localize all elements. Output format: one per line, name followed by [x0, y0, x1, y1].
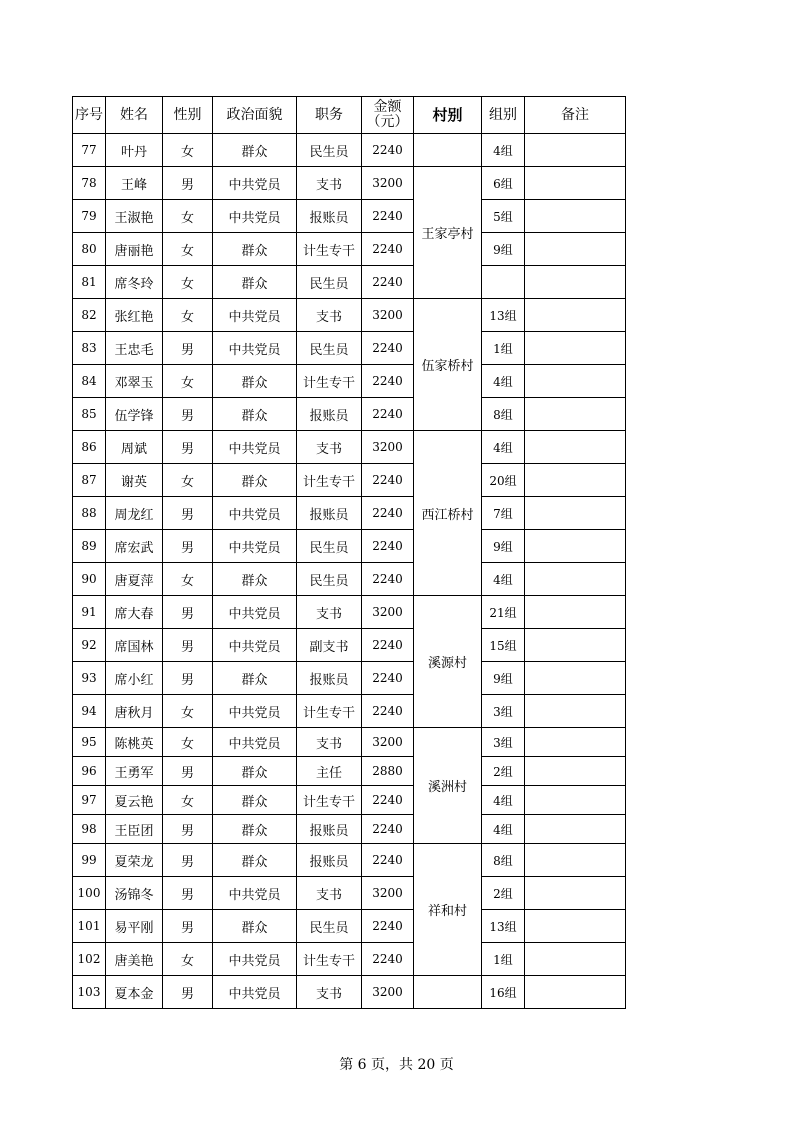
table-row: [73, 563, 626, 596]
politics-cell: 中共党员: [213, 497, 297, 530]
seq-cell: 81: [73, 266, 106, 299]
position-cell: 报账员: [297, 662, 362, 695]
group-cell: 9组: [482, 233, 525, 266]
name-cell: 席大春: [106, 596, 163, 629]
gender-cell: 女: [163, 728, 213, 757]
gender-cell: 女: [163, 266, 213, 299]
position-cell: 民生员: [297, 134, 362, 167]
politics-cell: 中共党员: [213, 877, 297, 910]
seq-cell: 90: [73, 563, 106, 596]
politics-cell: 中共党员: [213, 200, 297, 233]
position-cell: 报账员: [297, 398, 362, 431]
header-remark: 备注: [525, 97, 626, 134]
seq-cell: 78: [73, 167, 106, 200]
remark-cell: [525, 233, 626, 266]
village-cell: [414, 134, 482, 167]
name-cell: 夏荣龙: [106, 844, 163, 877]
group-cell: 21组: [482, 596, 525, 629]
header-politics: 政治面貌: [213, 97, 297, 134]
group-cell: 7组: [482, 497, 525, 530]
seq-cell: 103: [73, 976, 106, 1009]
politics-cell: 中共党员: [213, 629, 297, 662]
table-row: [73, 398, 626, 431]
position-cell: 支书: [297, 299, 362, 332]
personnel-table: [72, 96, 626, 1009]
remark-cell: [525, 815, 626, 844]
politics-cell: 群众: [213, 464, 297, 497]
politics-cell: 中共党员: [213, 976, 297, 1009]
group-cell: 13组: [482, 910, 525, 943]
name-cell: 叶丹: [106, 134, 163, 167]
header-gender: 性别: [163, 97, 213, 134]
name-cell: 谢英: [106, 464, 163, 497]
group-cell: 3组: [482, 695, 525, 728]
header-row: [73, 97, 626, 134]
group-cell: 4组: [482, 786, 525, 815]
amount-cell: 2240: [362, 398, 414, 431]
gender-cell: 男: [163, 530, 213, 563]
position-cell: 支书: [297, 431, 362, 464]
politics-cell: 中共党员: [213, 728, 297, 757]
position-cell: 计生专干: [297, 943, 362, 976]
gender-cell: 男: [163, 757, 213, 786]
politics-cell: 中共党员: [213, 943, 297, 976]
seq-cell: 94: [73, 695, 106, 728]
amount-cell: 2240: [362, 844, 414, 877]
remark-cell: [525, 266, 626, 299]
politics-cell: 群众: [213, 844, 297, 877]
seq-cell: 99: [73, 844, 106, 877]
amount-cell: 2240: [362, 365, 414, 398]
politics-cell: 中共党员: [213, 596, 297, 629]
table-row: [73, 757, 626, 786]
gender-cell: 女: [163, 695, 213, 728]
amount-cell: 2240: [362, 629, 414, 662]
amount-cell: 2240: [362, 134, 414, 167]
gender-cell: 男: [163, 976, 213, 1009]
table-row: [73, 844, 626, 877]
group-cell: 3组: [482, 728, 525, 757]
amount-cell: 2240: [362, 464, 414, 497]
name-cell: 夏云艳: [106, 786, 163, 815]
position-cell: 民生员: [297, 530, 362, 563]
remark-cell: [525, 167, 626, 200]
group-cell: 9组: [482, 662, 525, 695]
table-row: [73, 134, 626, 167]
name-cell: 席宏武: [106, 530, 163, 563]
remark-cell: [525, 464, 626, 497]
position-cell: 报账员: [297, 497, 362, 530]
amount-cell: 2240: [362, 530, 414, 563]
remark-cell: [525, 695, 626, 728]
politics-cell: 群众: [213, 266, 297, 299]
gender-cell: 女: [163, 134, 213, 167]
amount-cell: 3200: [362, 877, 414, 910]
seq-cell: 83: [73, 332, 106, 365]
name-cell: 唐秋月: [106, 695, 163, 728]
remark-cell: [525, 563, 626, 596]
remark-cell: [525, 200, 626, 233]
name-cell: 席国林: [106, 629, 163, 662]
name-cell: 王勇军: [106, 757, 163, 786]
position-cell: 支书: [297, 976, 362, 1009]
amount-cell: 2240: [362, 233, 414, 266]
group-cell: 15组: [482, 629, 525, 662]
amount-cell: 2240: [362, 662, 414, 695]
gender-cell: 女: [163, 943, 213, 976]
seq-cell: 86: [73, 431, 106, 464]
table-row: [73, 497, 626, 530]
village-cell: [414, 976, 482, 1009]
politics-cell: 群众: [213, 233, 297, 266]
gender-cell: 女: [163, 200, 213, 233]
amount-cell: 2240: [362, 910, 414, 943]
table-row: [73, 728, 626, 757]
name-cell: 周龙红: [106, 497, 163, 530]
name-cell: 王忠毛: [106, 332, 163, 365]
remark-cell: [525, 728, 626, 757]
remark-cell: [525, 530, 626, 563]
politics-cell: 中共党员: [213, 431, 297, 464]
remark-cell: [525, 844, 626, 877]
group-cell: 4组: [482, 563, 525, 596]
seq-cell: 101: [73, 910, 106, 943]
seq-cell: 82: [73, 299, 106, 332]
remark-cell: [525, 332, 626, 365]
amount-cell: 3200: [362, 728, 414, 757]
amount-cell: 3200: [362, 167, 414, 200]
group-cell: 4组: [482, 134, 525, 167]
name-cell: 夏本金: [106, 976, 163, 1009]
remark-cell: [525, 976, 626, 1009]
gender-cell: 男: [163, 662, 213, 695]
position-cell: 民生员: [297, 332, 362, 365]
position-cell: 民生员: [297, 910, 362, 943]
remark-cell: [525, 877, 626, 910]
gender-cell: 男: [163, 596, 213, 629]
table-row: [73, 266, 626, 299]
remark-cell: [525, 629, 626, 662]
gender-cell: 女: [163, 464, 213, 497]
seq-cell: 96: [73, 757, 106, 786]
position-cell: 支书: [297, 877, 362, 910]
amount-cell: 2240: [362, 695, 414, 728]
name-cell: 唐夏萍: [106, 563, 163, 596]
name-cell: 王淑艳: [106, 200, 163, 233]
name-cell: 唐丽艳: [106, 233, 163, 266]
remark-cell: [525, 365, 626, 398]
seq-cell: 92: [73, 629, 106, 662]
gender-cell: 女: [163, 786, 213, 815]
name-cell: 席小红: [106, 662, 163, 695]
politics-cell: 群众: [213, 563, 297, 596]
group-cell: 9组: [482, 530, 525, 563]
position-cell: 计生专干: [297, 464, 362, 497]
position-cell: 支书: [297, 728, 362, 757]
gender-cell: 男: [163, 910, 213, 943]
group-cell: 8组: [482, 844, 525, 877]
gender-cell: 男: [163, 332, 213, 365]
group-cell: 8组: [482, 398, 525, 431]
village-cell: 西江桥村: [414, 431, 482, 596]
name-cell: 王峰: [106, 167, 163, 200]
group-cell: 4组: [482, 431, 525, 464]
seq-cell: 79: [73, 200, 106, 233]
table-row: [73, 233, 626, 266]
amount-cell: 2240: [362, 786, 414, 815]
remark-cell: [525, 910, 626, 943]
table-row: [73, 596, 626, 629]
table-row: [73, 877, 626, 910]
remark-cell: [525, 596, 626, 629]
group-cell: 5组: [482, 200, 525, 233]
amount-cell: 2240: [362, 943, 414, 976]
table-row: [73, 662, 626, 695]
seq-cell: 100: [73, 877, 106, 910]
group-cell: 20组: [482, 464, 525, 497]
remark-cell: [525, 662, 626, 695]
table-row: [73, 629, 626, 662]
politics-cell: 中共党员: [213, 530, 297, 563]
name-cell: 张红艳: [106, 299, 163, 332]
table-row: [73, 943, 626, 976]
table-row: [73, 464, 626, 497]
amount-cell: 2240: [362, 332, 414, 365]
amount-cell: 2240: [362, 200, 414, 233]
table-row: [73, 695, 626, 728]
amount-cell: 2240: [362, 497, 414, 530]
remark-cell: [525, 786, 626, 815]
politics-cell: 群众: [213, 134, 297, 167]
amount-cell: 3200: [362, 976, 414, 1009]
seq-cell: 88: [73, 497, 106, 530]
village-cell: 王家亭村: [414, 167, 482, 299]
header-name: 姓名: [106, 97, 163, 134]
politics-cell: 中共党员: [213, 695, 297, 728]
name-cell: 唐美艳: [106, 943, 163, 976]
village-cell: 伍家桥村: [414, 299, 482, 431]
table-row: [73, 976, 626, 1009]
gender-cell: 女: [163, 233, 213, 266]
name-cell: 陈桃英: [106, 728, 163, 757]
remark-cell: [525, 299, 626, 332]
table-row: [73, 365, 626, 398]
gender-cell: 男: [163, 815, 213, 844]
remark-cell: [525, 497, 626, 530]
gender-cell: 女: [163, 563, 213, 596]
header-position: 职务: [297, 97, 362, 134]
amount-cell: 2880: [362, 757, 414, 786]
gender-cell: 男: [163, 629, 213, 662]
table-row: [73, 332, 626, 365]
position-cell: 支书: [297, 167, 362, 200]
gender-cell: 男: [163, 877, 213, 910]
position-cell: 民生员: [297, 266, 362, 299]
group-cell: 1组: [482, 943, 525, 976]
position-cell: 主任: [297, 757, 362, 786]
remark-cell: [525, 431, 626, 464]
gender-cell: 男: [163, 398, 213, 431]
group-cell: 6组: [482, 167, 525, 200]
seq-cell: 97: [73, 786, 106, 815]
politics-cell: 群众: [213, 786, 297, 815]
seq-cell: 84: [73, 365, 106, 398]
remark-cell: [525, 943, 626, 976]
group-cell: 2组: [482, 877, 525, 910]
position-cell: 副支书: [297, 629, 362, 662]
seq-cell: 98: [73, 815, 106, 844]
amount-cell: 2240: [362, 815, 414, 844]
group-cell: 4组: [482, 815, 525, 844]
group-cell: 4组: [482, 365, 525, 398]
group-cell: 1组: [482, 332, 525, 365]
name-cell: 易平刚: [106, 910, 163, 943]
seq-cell: 87: [73, 464, 106, 497]
name-cell: 邓翠玉: [106, 365, 163, 398]
seq-cell: 80: [73, 233, 106, 266]
amount-cell: 2240: [362, 266, 414, 299]
gender-cell: 女: [163, 365, 213, 398]
position-cell: 报账员: [297, 815, 362, 844]
village-cell: 祥和村: [414, 844, 482, 976]
politics-cell: 中共党员: [213, 332, 297, 365]
village-cell: 溪源村: [414, 596, 482, 728]
gender-cell: 男: [163, 497, 213, 530]
group-cell: 2组: [482, 757, 525, 786]
header-seq: 序号: [73, 97, 106, 134]
group-cell: 13组: [482, 299, 525, 332]
gender-cell: 女: [163, 299, 213, 332]
table-row: [73, 910, 626, 943]
seq-cell: 91: [73, 596, 106, 629]
table-row: [73, 167, 626, 200]
table-row: [73, 530, 626, 563]
amount-cell: 3200: [362, 431, 414, 464]
amount-cell: 3200: [362, 299, 414, 332]
position-cell: 计生专干: [297, 365, 362, 398]
politics-cell: 中共党员: [213, 299, 297, 332]
position-cell: 支书: [297, 596, 362, 629]
politics-cell: 群众: [213, 398, 297, 431]
table-row: [73, 299, 626, 332]
table-row: [73, 815, 626, 844]
politics-cell: 群众: [213, 662, 297, 695]
header-amount: 金额（元）: [362, 97, 414, 134]
seq-cell: 93: [73, 662, 106, 695]
politics-cell: 群众: [213, 815, 297, 844]
politics-cell: 群众: [213, 757, 297, 786]
header-village: 村别: [414, 97, 482, 134]
amount-cell: 2240: [362, 563, 414, 596]
name-cell: 席冬玲: [106, 266, 163, 299]
gender-cell: 男: [163, 844, 213, 877]
header-group: 组别: [482, 97, 525, 134]
gender-cell: 男: [163, 167, 213, 200]
table-row: [73, 786, 626, 815]
table-row: [73, 431, 626, 464]
name-cell: 王臣团: [106, 815, 163, 844]
seq-cell: 95: [73, 728, 106, 757]
page-footer: 第 6 页，共 20 页: [339, 1057, 454, 1073]
amount-cell: 3200: [362, 596, 414, 629]
position-cell: 计生专干: [297, 695, 362, 728]
position-cell: 报账员: [297, 844, 362, 877]
remark-cell: [525, 757, 626, 786]
group-cell: [482, 266, 525, 299]
table-row: [73, 200, 626, 233]
position-cell: 计生专干: [297, 786, 362, 815]
gender-cell: 男: [163, 431, 213, 464]
politics-cell: 群众: [213, 365, 297, 398]
position-cell: 民生员: [297, 563, 362, 596]
group-cell: 16组: [482, 976, 525, 1009]
remark-cell: [525, 134, 626, 167]
politics-cell: 群众: [213, 910, 297, 943]
name-cell: 周斌: [106, 431, 163, 464]
seq-cell: 89: [73, 530, 106, 563]
seq-cell: 85: [73, 398, 106, 431]
position-cell: 计生专干: [297, 233, 362, 266]
name-cell: 汤锦冬: [106, 877, 163, 910]
seq-cell: 77: [73, 134, 106, 167]
name-cell: 伍学锋: [106, 398, 163, 431]
politics-cell: 中共党员: [213, 167, 297, 200]
remark-cell: [525, 398, 626, 431]
position-cell: 报账员: [297, 200, 362, 233]
seq-cell: 102: [73, 943, 106, 976]
village-cell: 溪洲村: [414, 728, 482, 844]
